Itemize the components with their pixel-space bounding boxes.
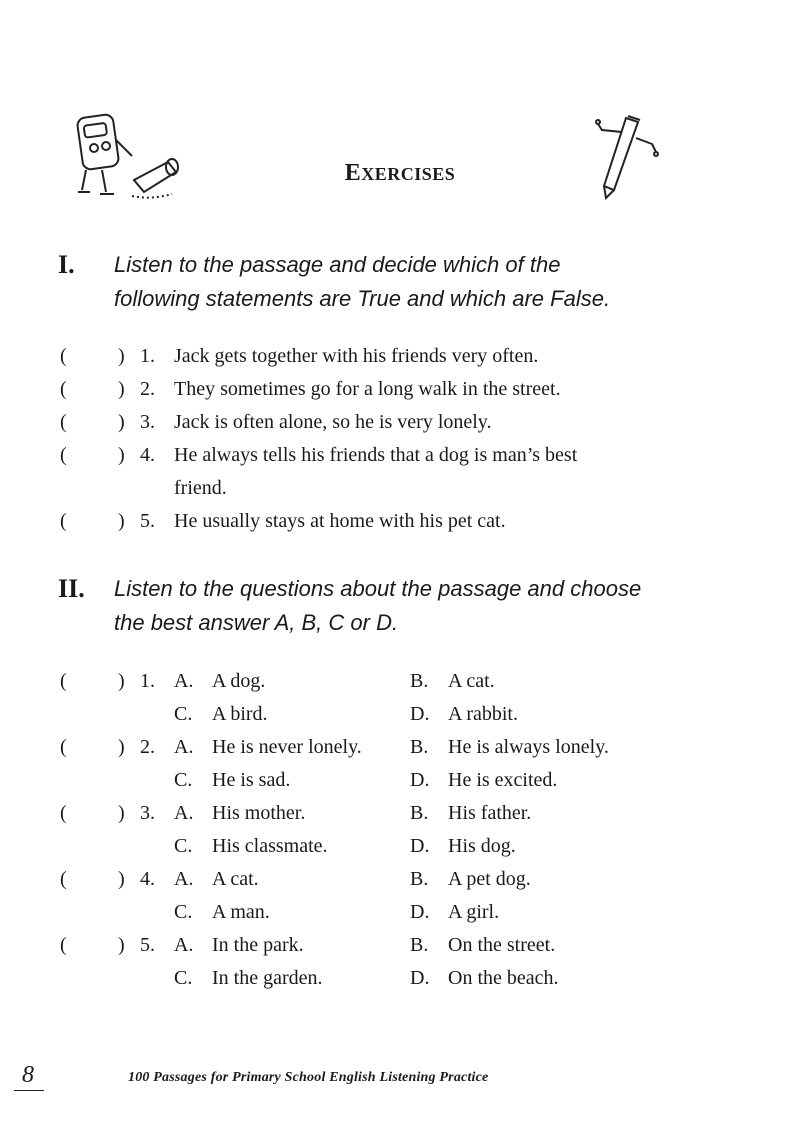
page-number-underline [14, 1090, 44, 1091]
option-letter: C. [174, 769, 193, 791]
option-letter: A. [174, 736, 194, 758]
item-number: 3. [140, 411, 155, 433]
option-letter: C. [174, 901, 193, 923]
option-text: On the street. [448, 934, 556, 956]
answer-blank-open[interactable]: ( [60, 378, 67, 400]
option-text: He is sad. [212, 769, 291, 791]
answer-blank-close: ) [118, 411, 125, 433]
option-text: A cat. [212, 868, 259, 890]
answer-blank-close: ) [118, 345, 125, 367]
option-text: A girl. [448, 901, 500, 923]
option-letter: B. [410, 934, 429, 956]
item-number: 5. [140, 934, 155, 956]
option-text: He is excited. [448, 769, 558, 791]
option-text: His father. [448, 802, 532, 824]
item-number: 2. [140, 378, 155, 400]
statement-text: Jack is often alone, so he is very lonely. [174, 411, 492, 433]
answer-blank-open[interactable]: ( [60, 670, 67, 692]
answer-blank-open[interactable]: ( [60, 345, 67, 367]
item-number: 4. [140, 444, 155, 466]
option-letter: B. [410, 736, 429, 758]
page-number: 8 [22, 1062, 34, 1088]
option-letter: A. [174, 868, 194, 890]
item-number: 1. [140, 345, 155, 367]
answer-blank-close: ) [118, 444, 125, 466]
book-title-footer: 100 Passages for Primary School English Listening Practice [128, 1070, 489, 1085]
option-letter: A. [174, 670, 194, 692]
option-letter: D. [410, 769, 430, 791]
option-text: On the beach. [448, 967, 559, 989]
answer-blank-close: ) [118, 670, 125, 692]
answer-blank-open[interactable]: ( [60, 868, 67, 890]
answer-blank-open[interactable]: ( [60, 802, 67, 824]
option-text: A rabbit. [448, 703, 518, 725]
option-letter: D. [410, 901, 430, 923]
statement-text: He always tells his friends that a dog is man’s best [174, 444, 578, 466]
option-letter: B. [410, 868, 429, 890]
option-letter: C. [174, 703, 193, 725]
statement-text: friend. [174, 477, 227, 499]
option-letter: A. [174, 934, 194, 956]
option-letter: C. [174, 835, 193, 857]
statement-text: Jack gets together with his friends very often. [174, 345, 539, 367]
option-text: His dog. [448, 835, 516, 857]
option-text: In the park. [212, 934, 304, 956]
option-text: In the garden. [212, 967, 323, 989]
option-letter: B. [410, 802, 429, 824]
item-number: 4. [140, 868, 155, 890]
statement-text: They sometimes go for a long walk in the street. [174, 378, 561, 400]
section-2-number: II. [58, 574, 85, 603]
option-text: A pet dog. [448, 868, 531, 890]
answer-blank-close: ) [118, 510, 125, 532]
page-title: EXERCISES [344, 160, 456, 186]
option-text: A bird. [212, 703, 268, 725]
option-letter: D. [410, 967, 430, 989]
answer-blank-open[interactable]: ( [60, 510, 67, 532]
option-text: A dog. [212, 670, 266, 692]
answer-blank-open[interactable]: ( [60, 444, 67, 466]
answer-blank-close: ) [118, 868, 125, 890]
option-text: He is never lonely. [212, 736, 362, 758]
answer-blank-open[interactable]: ( [60, 934, 67, 956]
item-number: 1. [140, 670, 155, 692]
option-letter: C. [174, 967, 193, 989]
answer-blank-open[interactable]: ( [60, 736, 67, 758]
option-text: His mother. [212, 802, 306, 824]
answer-blank-open[interactable]: ( [60, 411, 67, 433]
item-number: 2. [140, 736, 155, 758]
option-text: A cat. [448, 670, 495, 692]
pencil-mascot-icon [592, 110, 662, 202]
answer-blank-close: ) [118, 802, 125, 824]
option-text: He is always lonely. [448, 736, 609, 758]
section-2-instruction: Listen to the questions about the passage and choose the best answer A, B, C or D. [114, 576, 642, 635]
option-text: His classmate. [212, 835, 328, 857]
statement-text: He usually stays at home with his pet cat. [174, 510, 506, 532]
option-letter: D. [410, 835, 430, 857]
option-letter: D. [410, 703, 430, 725]
section-1-number: I. [58, 250, 75, 279]
item-number: 5. [140, 510, 155, 532]
option-letter: B. [410, 670, 429, 692]
section-1-instruction: Listen to the passage and decide which of the following statements are True and which are False. [114, 252, 611, 311]
answer-blank-close: ) [118, 934, 125, 956]
item-number: 3. [140, 802, 155, 824]
answer-blank-close: ) [118, 378, 125, 400]
option-letter: A. [174, 802, 194, 824]
option-text: A man. [212, 901, 270, 923]
answer-blank-close: ) [118, 736, 125, 758]
